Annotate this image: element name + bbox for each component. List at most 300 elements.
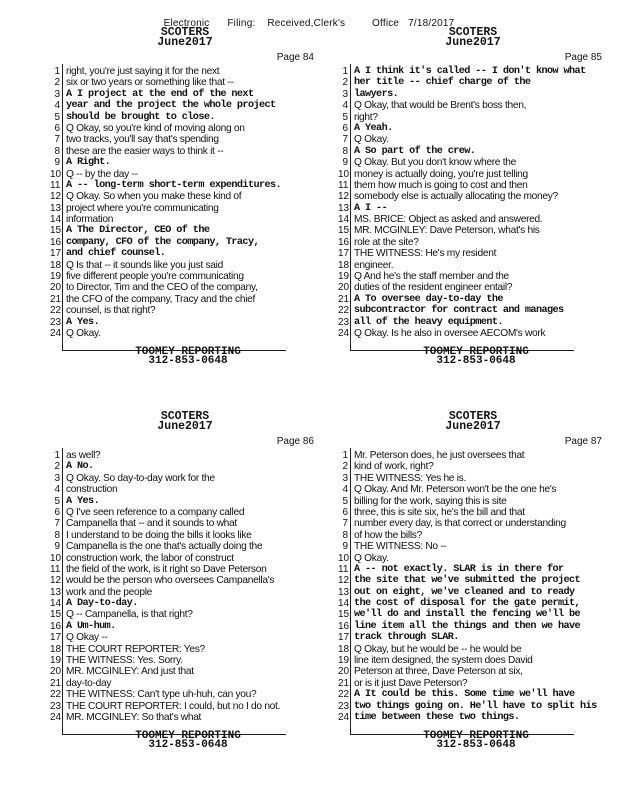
line-number: 20 [50,282,62,294]
line-text: THE WITNESS: He's my resident [354,248,497,260]
line-text: company, CFO of the company, Tracy, [66,236,259,248]
line-number: 12 [338,575,350,587]
line-number: 24 [338,711,350,723]
transcript-line [50,564,320,575]
witness-name: SCOTERS [448,410,498,423]
line-text: day-to-day [66,677,112,689]
line-number: 10 [50,168,62,180]
line-number: 4 [54,484,60,496]
line-text: Q Is that -- it sounds like you just said [66,259,223,271]
line-number: 13 [338,586,350,598]
transcript-line [338,450,608,461]
line-number: 17 [338,632,350,644]
transcript-line [50,461,320,472]
line-text: A The Director, CEO of the [66,225,210,237]
reporting-company: TOOMEY REPORTING [135,346,241,358]
line-text: A So part of the crew. [354,145,476,157]
page-header [338,28,608,48]
line-text: project where you're communicating [66,202,219,214]
line-text: Q -- by the day -- [66,168,138,180]
line-text: THE WITNESS: Yes he is. [354,472,466,484]
line-text: A I project at the end of the next [66,88,254,100]
reporting-phone: 312-853-0648 [436,355,516,367]
line-number: 22 [50,305,62,317]
page-header [50,28,320,48]
line-text: the cost of disposal for the gate permit, [354,598,581,610]
transcript-line [338,541,608,552]
transcript-line [338,461,608,472]
transcript-line [50,712,320,723]
line-number: 22 [338,689,350,701]
line-text: lawyers. [354,88,399,100]
line-number: 22 [338,305,350,317]
transcript-line [338,237,608,248]
deposition-date: June2017 [445,36,501,49]
line-text: track through SLAR. [354,632,459,644]
line-text: or is it just Dave Peterson? [354,677,468,689]
transcript-line [50,450,320,461]
line-text: and chief counsel. [66,248,166,260]
transcript-line [50,77,320,88]
line-number: 3 [342,88,348,100]
transcript-line [50,507,320,518]
transcript-line [338,305,608,316]
line-number: 18 [50,259,62,271]
line-number: 13 [338,202,350,214]
line-number: 9 [342,157,348,169]
filing-stamp: Electronic Filing: Received,Clerk's Office 7/18/2017 [163,18,455,29]
reporting-company: TOOMEY REPORTING [423,730,529,742]
line-number: 4 [54,100,60,112]
line-text: THE COURT REPORTER: Yes? [66,643,205,655]
transcript-line [50,157,320,168]
transcript-line [50,89,320,100]
transcript-line [338,632,608,643]
line-text: should be brought to close. [66,111,215,123]
line-text: A Yes. [66,495,100,507]
transcript-line [50,191,320,202]
page-footer [396,348,556,366]
line-number: 16 [338,620,350,632]
line-number: 10 [338,168,350,180]
line-text: three, this is site six, he's the bill and that [354,506,525,518]
line-number: 1 [342,66,348,77]
transcript-line [50,655,320,666]
line-number: 23 [50,316,62,328]
transcript-line [338,609,608,620]
witness-name: SCOTERS [160,410,210,423]
line-number: 3 [342,472,348,484]
line-text: duties of the resident engineer entail? [354,282,513,294]
line-number: 6 [342,506,348,518]
line-number: 15 [338,609,350,621]
transcript-line [338,225,608,236]
transcript-line [338,598,608,609]
line-number: 14 [50,214,62,226]
transcript-line [338,575,608,586]
line-text: Q Okay. [66,327,101,339]
line-number: 19 [338,271,350,283]
transcript-line [50,317,320,328]
transcript-line [50,473,320,484]
line-number: 24 [338,327,350,339]
line-number: 19 [338,655,350,667]
line-text: we'll do and install the fencing we'll be [354,609,581,621]
line-number: 10 [338,552,350,564]
line-number: 4 [342,484,348,496]
transcript-line [338,214,608,225]
line-text: to Director, Tim and the CEO of the company, [66,282,258,294]
transcript-line [50,112,320,123]
transcript-line [338,169,608,180]
line-number: 17 [50,248,62,260]
line-text: six or two years or something like that -- [66,77,234,89]
transcript-line [338,271,608,282]
line-text: I understand to be doing the bills it looks like [66,529,252,541]
transcript-line [338,701,608,712]
line-text: Q -- Campanella, is that right? [66,609,193,621]
transcript-line [50,587,320,598]
line-text: of how the bills? [354,529,422,541]
line-text: A I -- [354,202,388,214]
line-text: the CFO of the company, Tracy and the chief [66,293,256,305]
transcript-line [50,203,320,214]
transcript-line [50,621,320,632]
line-text: would be the person who oversees Campanella's [66,575,275,587]
witness-name: SCOTERS [160,26,210,39]
line-number: 16 [50,620,62,632]
line-text: A To oversee day-to-day the [354,293,503,305]
line-number: 9 [54,541,60,553]
page-number: Page 85 [564,52,602,63]
line-number: 11 [50,563,61,575]
line-number: 12 [338,191,350,203]
line-text: the site that we've submitted the project [354,575,581,587]
transcript-line [50,609,320,620]
line-number: 11 [50,179,61,191]
transcript-lines [50,450,320,723]
line-number: 21 [338,677,350,689]
page-footer [108,348,268,366]
line-number: 19 [50,655,62,667]
line-text: out on eight, we've cleaned and to ready [354,586,575,598]
transcript-page-4 [338,412,608,757]
line-number: 3 [54,472,60,484]
line-text: kind of work, right? [354,461,434,473]
line-number: 14 [338,214,350,226]
line-number: 2 [342,77,348,89]
transcript-line [338,530,608,541]
line-text: Q Okay, but he would be -- he would be [354,643,522,655]
transcript-line [50,180,320,191]
transcript-line [338,157,608,168]
line-text: MR. MCGINLEY: And just that [66,666,194,678]
transcript-line [338,666,608,677]
transcript-line [338,100,608,111]
transcript-line [338,248,608,259]
line-number: 23 [50,700,62,712]
transcript-line [338,134,608,145]
transcript-page-3 [50,412,320,757]
deposition-date: June2017 [157,36,213,49]
transcript-line [50,518,320,529]
line-number: 20 [338,282,350,294]
witness-name: SCOTERS [448,26,498,39]
line-number: 22 [50,689,62,701]
line-text: two things going on. He'll have to split his [354,700,597,712]
line-text: somebody else is actually allocating the money? [354,191,558,203]
line-text: year and the project the whole project [66,100,276,112]
line-number: 17 [338,248,350,260]
line-number: 21 [50,293,62,305]
line-text: THE WITNESS: Can't type uh-huh, can you? [66,689,257,701]
line-text: Q Okay, that would be Brent's boss then, [354,100,527,112]
line-number: 20 [338,666,350,678]
transcript-line [50,248,320,259]
line-text: them how much is going to cost and then [354,179,528,191]
page-header [50,412,320,432]
line-text: time between these two things. [354,711,520,723]
line-number: 18 [338,643,350,655]
line-number: 24 [50,327,62,339]
line-number: 2 [54,461,60,473]
transcript-lines [338,66,608,339]
line-text: A Day-to-day. [66,598,138,610]
page-footer [396,732,556,750]
transcript-line [338,89,608,100]
line-text: her title -- chief charge of the [354,77,531,89]
transcript-line [50,305,320,316]
transcript-line [338,496,608,507]
transcript-line [50,701,320,712]
line-number: 14 [338,598,350,610]
line-text: construction work, the labor of construct [66,552,234,564]
transcript-line [50,689,320,700]
line-text: A Yes. [66,316,100,328]
line-number: 1 [54,66,60,77]
transcript-line [338,282,608,293]
line-number: 5 [342,111,348,123]
transcript-line [338,587,608,598]
line-number: 12 [50,575,62,587]
line-text: Q Okay -- [66,632,108,644]
transcript-line [338,328,608,339]
line-text: Q Okay, so you're kind of moving along on [66,122,245,134]
line-text: two tracks, you'll say that's spending [66,134,219,146]
line-number: 15 [338,225,350,237]
line-text: Q And he's the staff member and the [354,271,509,283]
line-number: 1 [54,450,60,461]
transcript-page-1 [50,28,320,373]
transcript-line [338,203,608,214]
transcript-line [50,530,320,541]
line-number: 16 [50,236,62,248]
line-number: 23 [338,700,350,712]
line-text: A -- long-term short-term expenditures. [66,179,282,191]
transcript-line [338,507,608,518]
line-number: 15 [50,609,62,621]
transcript-line [338,123,608,134]
line-text: THE COURT REPORTER: I could, but no I do not. [66,700,281,712]
line-text: right? [354,111,378,123]
line-number: 6 [54,506,60,518]
transcript-line [50,146,320,157]
line-text: Campanella is the one that's actually doing the [66,541,263,553]
line-number: 8 [54,145,60,157]
line-number: 13 [50,586,62,598]
line-number: 20 [50,666,62,678]
transcript-line [50,237,320,248]
transcript-line [338,146,608,157]
transcript-line [50,294,320,305]
transcript-line [50,100,320,111]
line-number: 11 [338,179,349,191]
line-number: 7 [342,134,348,146]
transcript-line [50,328,320,339]
line-number: 9 [54,157,60,169]
transcript-line [338,66,608,77]
transcript-line [338,564,608,575]
transcript-line [50,271,320,282]
transcript-page-2 [338,28,608,373]
line-number: 18 [338,259,350,271]
line-text: work and the people [66,586,153,598]
line-number: 24 [50,711,62,723]
line-number: 12 [50,191,62,203]
reporting-company: TOOMEY REPORTING [135,730,241,742]
line-text: A -- not exactly. SLAR is in there for [354,563,564,575]
transcript-line [50,678,320,689]
deposition-date: June2017 [445,420,501,433]
line-text: Q I've seen reference to a company called [66,506,245,518]
transcript-lines [50,66,320,339]
line-text: role at the site? [354,236,419,248]
transcript-line [338,621,608,632]
line-text: construction [66,484,118,496]
line-text: A I think it's called -- I don't know what [354,66,586,77]
page-number: Page 84 [276,52,314,63]
transcript-line [50,575,320,586]
line-text: Q Okay. And Mr. Peterson won't be the one he's [354,484,557,496]
line-number: 17 [50,632,62,644]
line-number: 18 [50,643,62,655]
line-text: five different people you're communicating [66,271,244,283]
line-text: subcontractor for contract and manages [354,305,564,317]
transcript-line [50,496,320,507]
line-number: 15 [50,225,62,237]
line-text: A Right. [66,157,111,169]
transcript-line [338,712,608,723]
line-text: right, you're just saying it for the next [66,66,220,77]
line-number: 7 [54,518,60,530]
transcript-line [338,484,608,495]
line-number: 7 [342,518,348,530]
transcript-line [338,180,608,191]
line-number: 5 [54,495,60,507]
line-text: MS. BRICE: Object as asked and answered. [354,214,543,226]
line-text: THE WITNESS: Yes. Sorry. [66,655,183,667]
page-number: Page 86 [276,436,314,447]
transcript-line [50,598,320,609]
page-number: Page 87 [564,436,602,447]
transcript-line [50,282,320,293]
page-footer [108,732,268,750]
line-number: 13 [50,202,62,214]
transcript-line [50,541,320,552]
transcript-line [50,225,320,236]
transcript-line [50,553,320,564]
line-text: money is actually doing, you're just telling [354,168,528,180]
transcript-line [338,260,608,271]
line-text: line item designed, the system does David [354,655,533,667]
line-text: engineer. [354,259,394,271]
deposition-date: June2017 [157,420,213,433]
line-number: 21 [50,677,62,689]
reporting-company: TOOMEY REPORTING [423,346,529,358]
line-text: A No. [66,461,94,473]
line-text: line item all the things and then we have [354,620,581,632]
transcript-line [50,260,320,271]
transcript-line [338,77,608,88]
reporting-phone: 312-853-0648 [436,739,516,751]
transcript-line [50,169,320,180]
line-text: Q Okay. [354,134,389,146]
transcript-line [50,644,320,655]
line-text: number every day, is that correct or understanding [354,518,566,530]
line-text: Q Okay. [354,552,389,564]
line-number: 3 [54,88,60,100]
line-number: 16 [338,236,350,248]
line-text: Q Okay. But you don't know where the [354,157,516,169]
line-text: these are the easier ways to think it -- [66,145,224,157]
transcript-line [338,112,608,123]
line-text: MR. MCGINLEY: So that's what [66,711,202,723]
line-number: 5 [342,495,348,507]
transcript-line [338,473,608,484]
line-number: 8 [342,145,348,157]
line-text: billing for the work, saying this is site [354,495,507,507]
line-text: information [66,214,114,226]
transcript-line [338,644,608,655]
line-number: 8 [54,529,60,541]
line-text: MR. MCGINLEY: Dave Peterson, what's his [354,225,540,237]
transcript-line [50,66,320,77]
line-number: 23 [338,316,350,328]
line-text: Peterson at three, Dave Peterson at six, [354,666,523,678]
reporting-phone: 312-853-0648 [148,739,228,751]
line-number: 11 [338,563,349,575]
line-text: the field of the work, is it right so Dave Peterson [66,563,267,575]
reporting-phone: 312-853-0648 [148,355,228,367]
line-number: 21 [338,293,350,305]
line-text: Q Okay. Is he also in oversee AECOM's work [354,327,546,339]
line-text: as well? [66,450,101,461]
transcript-line [50,134,320,145]
transcript-line [50,214,320,225]
line-text: all of the heavy equipment. [354,316,503,328]
line-number: 19 [50,271,62,283]
line-text: Q Okay. So day-to-day work for the [66,472,215,484]
page-header [338,412,608,432]
line-number: 4 [342,100,348,112]
transcript-line [338,317,608,328]
transcript-line [50,632,320,643]
line-number: 14 [50,598,62,610]
line-text: counsel, is that right? [66,305,156,317]
transcript-line [50,666,320,677]
line-number: 9 [342,541,348,553]
transcript-line [338,518,608,529]
